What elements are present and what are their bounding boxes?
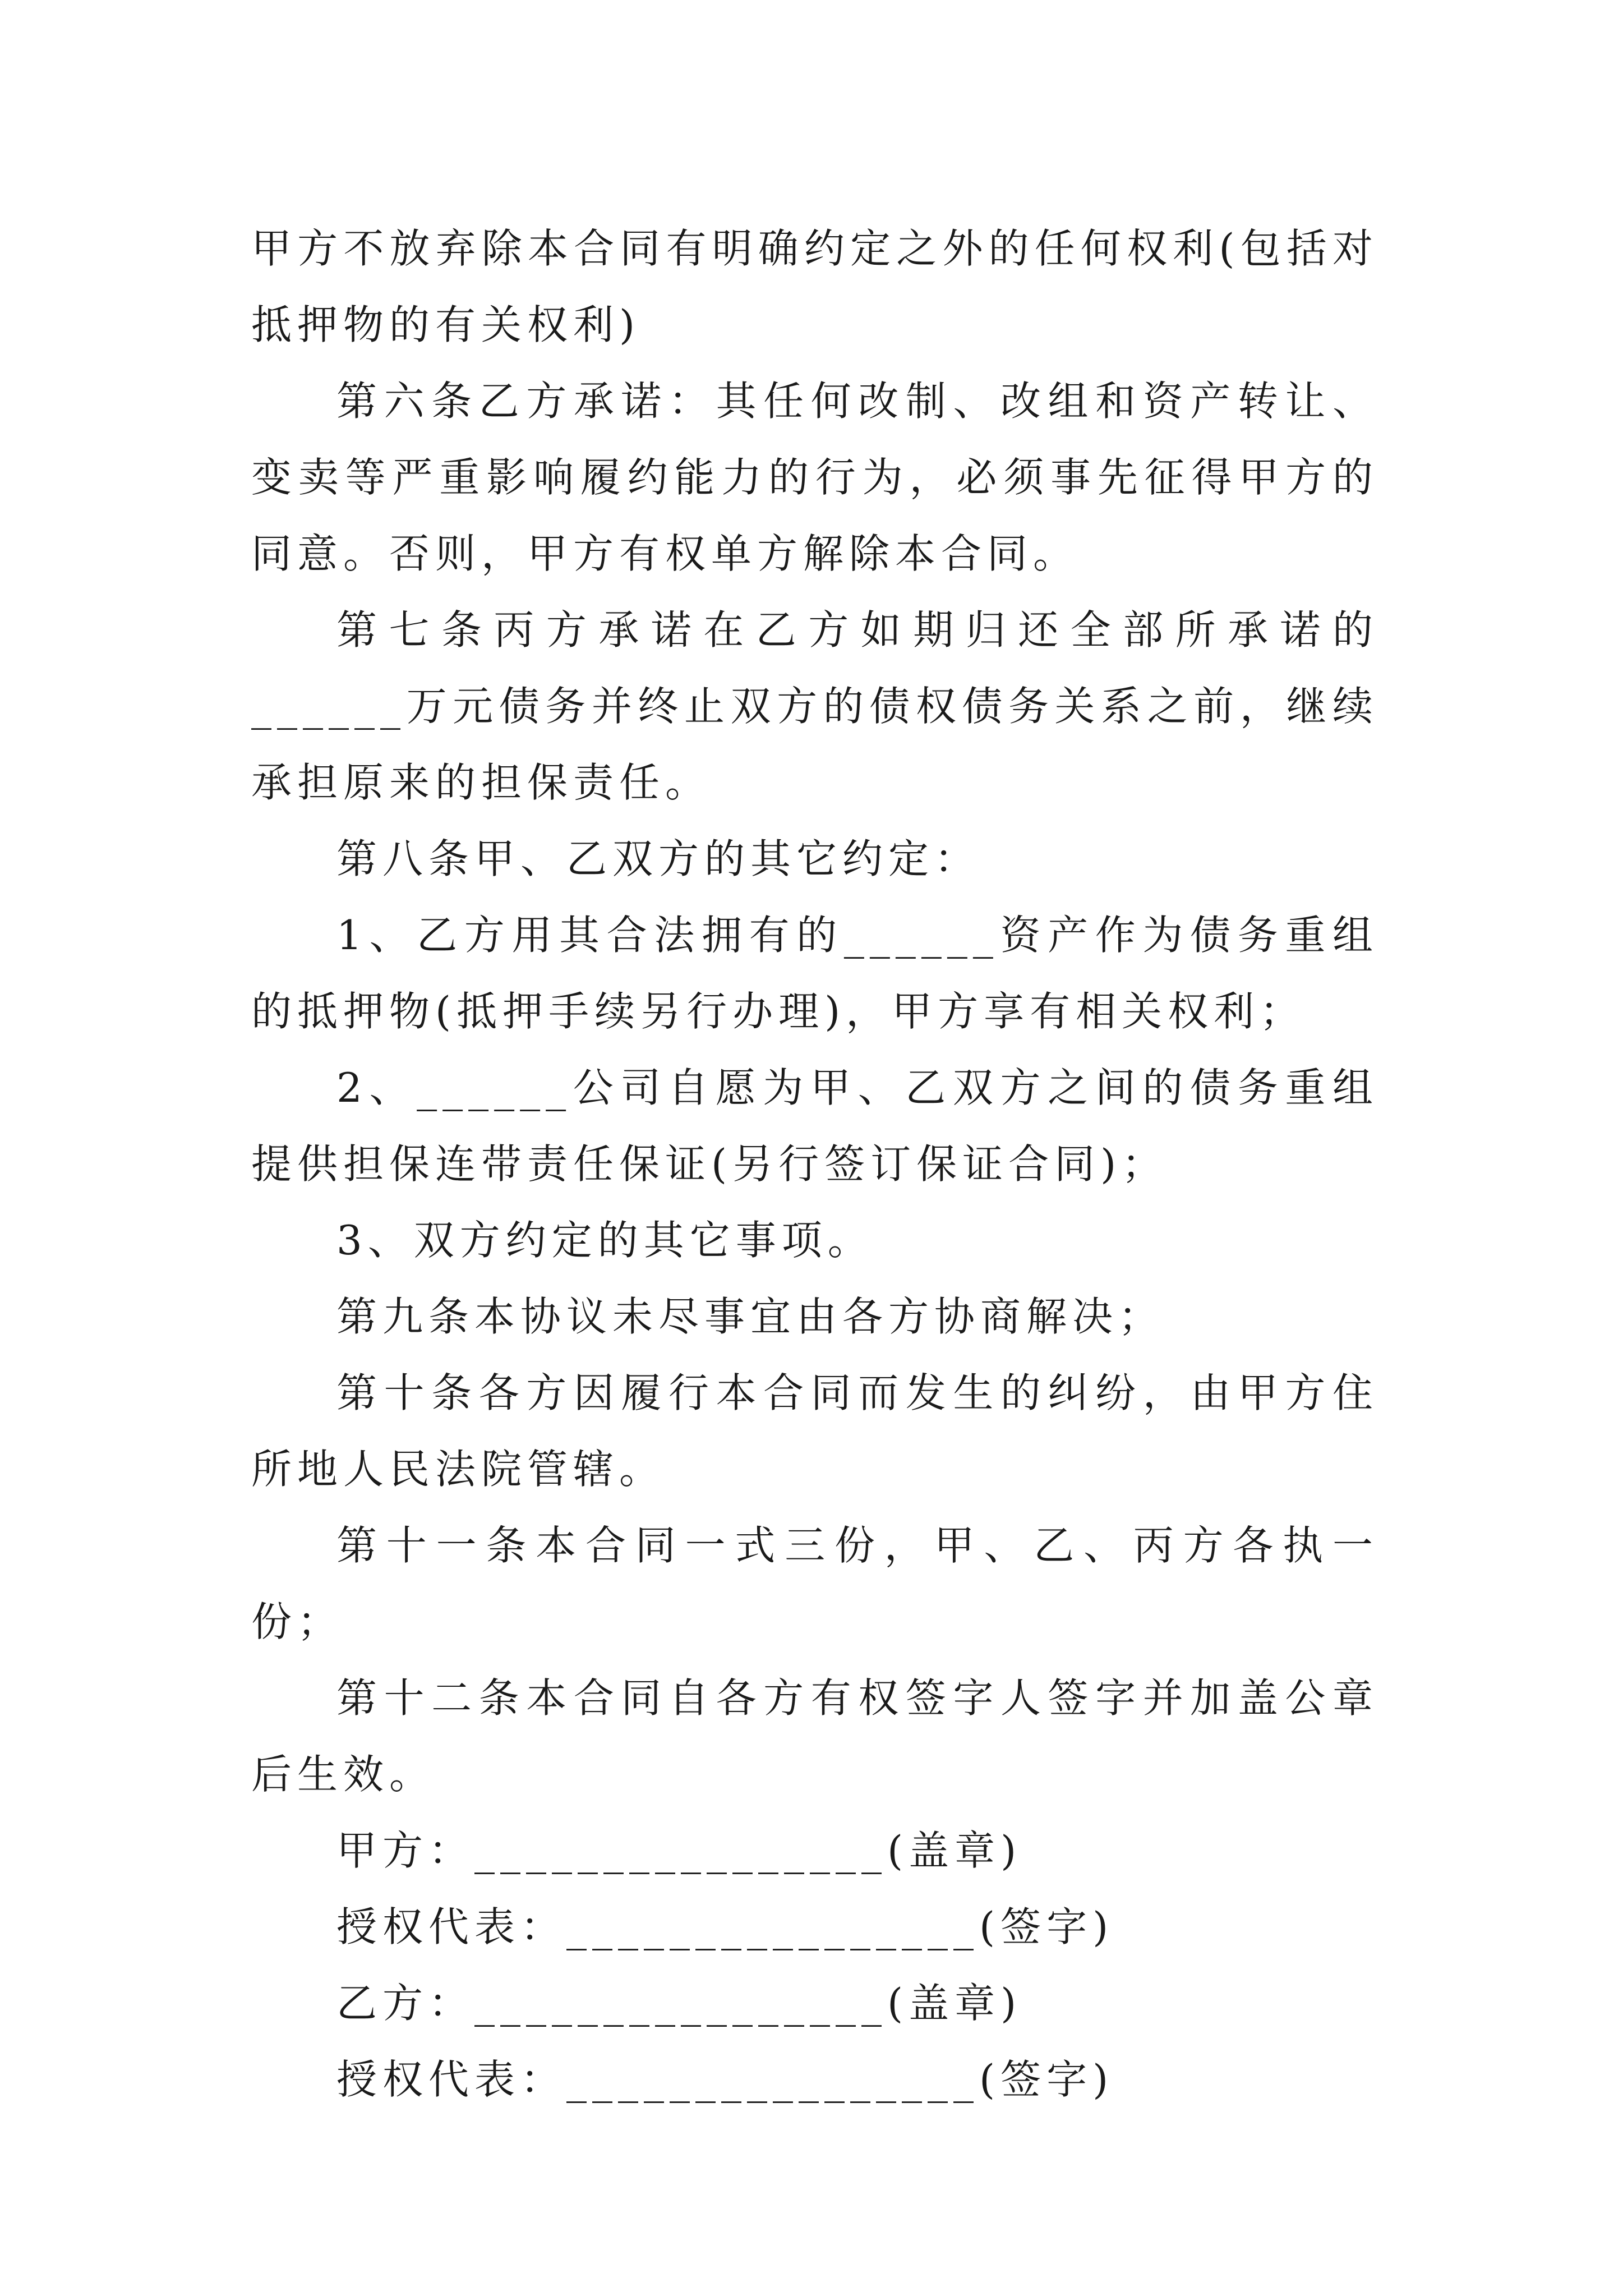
paragraph-item-2: 2、______公司自愿为甲、乙双方之间的债务重组提供担保连带责任保证(另行签订保证合同)； <box>251 1064 1378 1188</box>
paragraph-article-10: 第十条各方因履行本合同而发生的纠纷，由甲方住所地人民法院管辖。 <box>251 1369 1378 1493</box>
paragraph-article-7: 第七条丙方承诺在乙方如期归还全部所承诺的______万元债务并终止双方的债权债务关系之前，继续承担原来的担保责任。 <box>251 606 1378 806</box>
signature-party-b-representative: 授权代表：________________(签字) <box>336 2056 1114 2103</box>
paragraph-article-8: 第八条甲、乙双方的其它约定： <box>336 835 981 882</box>
paragraph-article-9: 第九条本协议未尽事宜由各方协商解决； <box>336 1293 1165 1340</box>
signature-party-b: 乙方：________________(盖章) <box>336 1980 1022 2027</box>
paragraph-rights-reservation: 甲方不放弃除本合同有明确约定之外的任何权利(包括对抵押物的有关权利) <box>251 225 1378 348</box>
paragraph-item-3: 3、双方约定的其它事项。 <box>336 1217 874 1264</box>
paragraph-article-11: 第十一条本合同一式三份，甲、乙、丙方各执一份； <box>251 1522 1378 1645</box>
signature-party-a: 甲方：________________(盖章) <box>336 1827 1022 1874</box>
paragraph-article-12: 第十二条本合同自各方有权签字人签字并加盖公章后生效。 <box>251 1674 1378 1798</box>
paragraph-article-6: 第六条乙方承诺：其任何改制、改组和资产转让、变卖等严重影响履约能力的行为，必须事先征得甲方的同意。否则，甲方有权单方解除本合同。 <box>251 378 1378 577</box>
signature-party-a-representative: 授权代表：________________(签字) <box>336 1903 1114 1950</box>
paragraph-item-1: 1、乙方用其合法拥有的______资产作为债务重组的抵押物(抵押手续另行办理)，甲方享有相关权利； <box>251 912 1378 1035</box>
document-page <box>251 210 1378 2118</box>
